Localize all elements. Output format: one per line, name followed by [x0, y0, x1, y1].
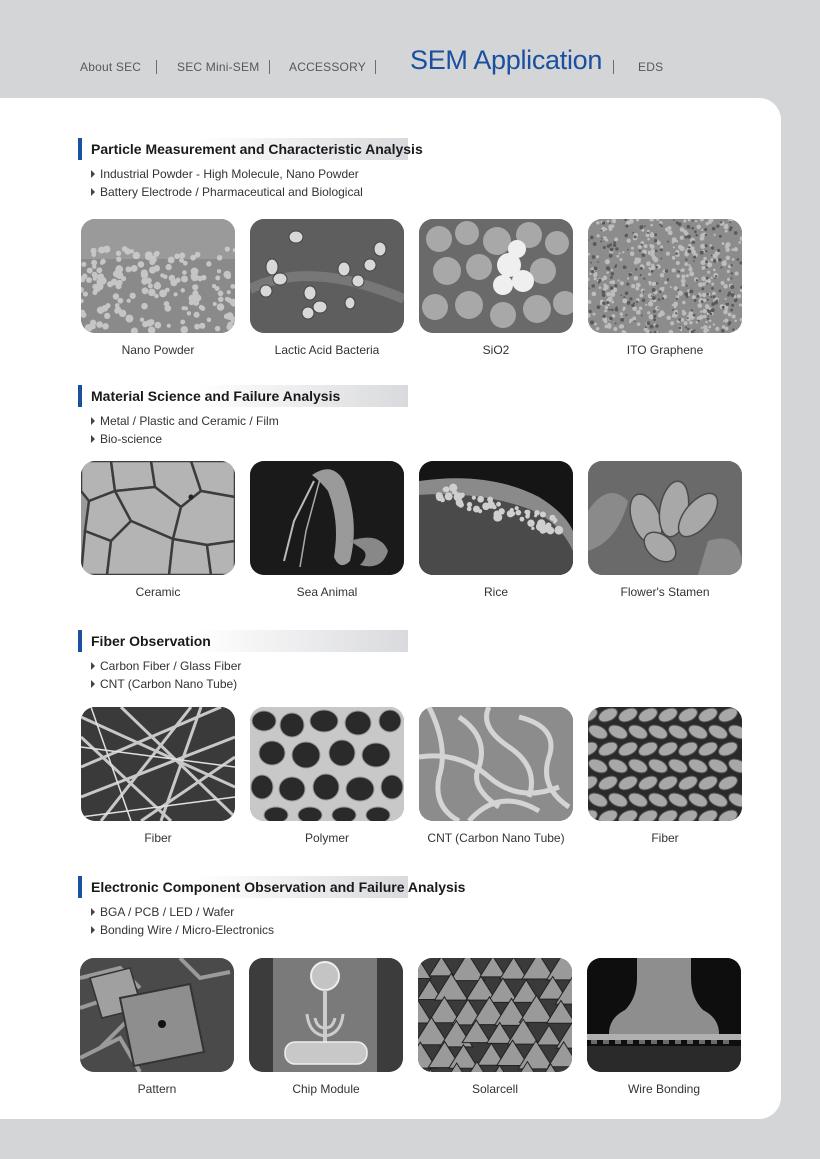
cnt-image [419, 707, 573, 821]
nav-sec-mini-sem[interactable]: SEC Mini-SEM [177, 60, 260, 74]
fiber-image [81, 707, 235, 821]
nano-powder-image [81, 219, 235, 333]
sample-thumbnail [250, 461, 404, 599]
image-caption: Polymer [304, 831, 349, 845]
nav-eds[interactable]: EDS [638, 60, 664, 74]
image-caption: ITO Graphene [626, 343, 704, 357]
nav-separator [613, 60, 614, 74]
sample-thumbnail [419, 219, 573, 357]
section-particle-measurement [78, 138, 758, 201]
sample-thumbnail [588, 707, 742, 845]
sea-animal-image [250, 461, 404, 575]
bullet-item: Metal / Plastic and Ceramic / Film [91, 412, 758, 430]
bullet-item: Bonding Wire / Micro-Electronics [91, 921, 758, 939]
section-title: Particle Measurement and Characteristic Analysis [78, 138, 408, 160]
nav-separator [375, 60, 376, 74]
chip-module-image [249, 958, 403, 1072]
pattern-image [80, 958, 234, 1072]
bullet-item: CNT (Carbon Nano Tube) [91, 675, 758, 693]
bacteria-image [250, 219, 404, 333]
section-material-science [78, 385, 758, 448]
nav-separator [269, 60, 270, 74]
image-caption: SiO2 [482, 343, 510, 357]
section-title: Electronic Component Observation and Failure Analysis [78, 876, 408, 898]
image-caption: Nano Powder [121, 343, 195, 357]
top-navigation [0, 0, 820, 98]
sample-thumbnail [250, 219, 404, 357]
woven-fiber-image [588, 707, 742, 821]
sample-thumbnail [419, 707, 573, 845]
nav-accessory[interactable]: ACCESSORY [289, 60, 366, 74]
rice-image [419, 461, 573, 575]
solarcell-image [418, 958, 572, 1072]
image-caption: Rice [483, 585, 508, 599]
sample-thumbnail [81, 707, 235, 845]
sample-thumbnail [419, 461, 573, 599]
section-electronic-component [78, 876, 758, 939]
sample-thumbnail [418, 958, 572, 1096]
image-caption: Ceramic [135, 585, 181, 599]
section-fiber-observation [78, 630, 758, 693]
section-title: Fiber Observation [78, 630, 408, 652]
ceramic-image [81, 461, 235, 575]
stamen-image [588, 461, 742, 575]
bullet-item: Battery Electrode / Pharmaceutical and Biological [91, 183, 758, 201]
image-caption: Fiber [144, 831, 172, 845]
nav-about-sec[interactable]: About SEC [80, 60, 142, 74]
image-caption: Wire Bonding [627, 1082, 701, 1096]
image-caption: Chip Module [292, 1082, 360, 1096]
image-caption: Pattern [137, 1082, 177, 1096]
sample-thumbnail [588, 219, 742, 357]
wire-bonding-image [587, 958, 741, 1072]
image-caption: Solarcell [471, 1082, 519, 1096]
bullet-item: BGA / PCB / LED / Wafer [91, 903, 758, 921]
image-caption: CNT (Carbon Nano Tube) [427, 831, 565, 845]
bullet-item: Carbon Fiber / Glass Fiber [91, 657, 758, 675]
image-caption: Flower's Stamen [620, 585, 710, 599]
sample-thumbnail [587, 958, 741, 1096]
nav-separator [156, 60, 157, 74]
sio2-image [419, 219, 573, 333]
section-title: Material Science and Failure Analysis [78, 385, 408, 407]
image-caption: Sea Animal [296, 585, 358, 599]
nav-sem-application[interactable]: SEM Application [410, 45, 603, 75]
image-caption: Lactic Acid Bacteria [274, 343, 380, 357]
sample-thumbnail [81, 219, 235, 357]
sample-thumbnail [80, 958, 234, 1096]
polymer-image [250, 707, 404, 821]
graphene-image [588, 219, 742, 333]
sample-thumbnail [250, 707, 404, 845]
bullet-item: Industrial Powder - High Molecule, Nano Powder [91, 165, 758, 183]
sample-thumbnail [588, 461, 742, 599]
bullet-item: Bio-science [91, 430, 758, 448]
sample-thumbnail [249, 958, 403, 1096]
image-caption: Fiber [651, 831, 679, 845]
sample-thumbnail [81, 461, 235, 599]
